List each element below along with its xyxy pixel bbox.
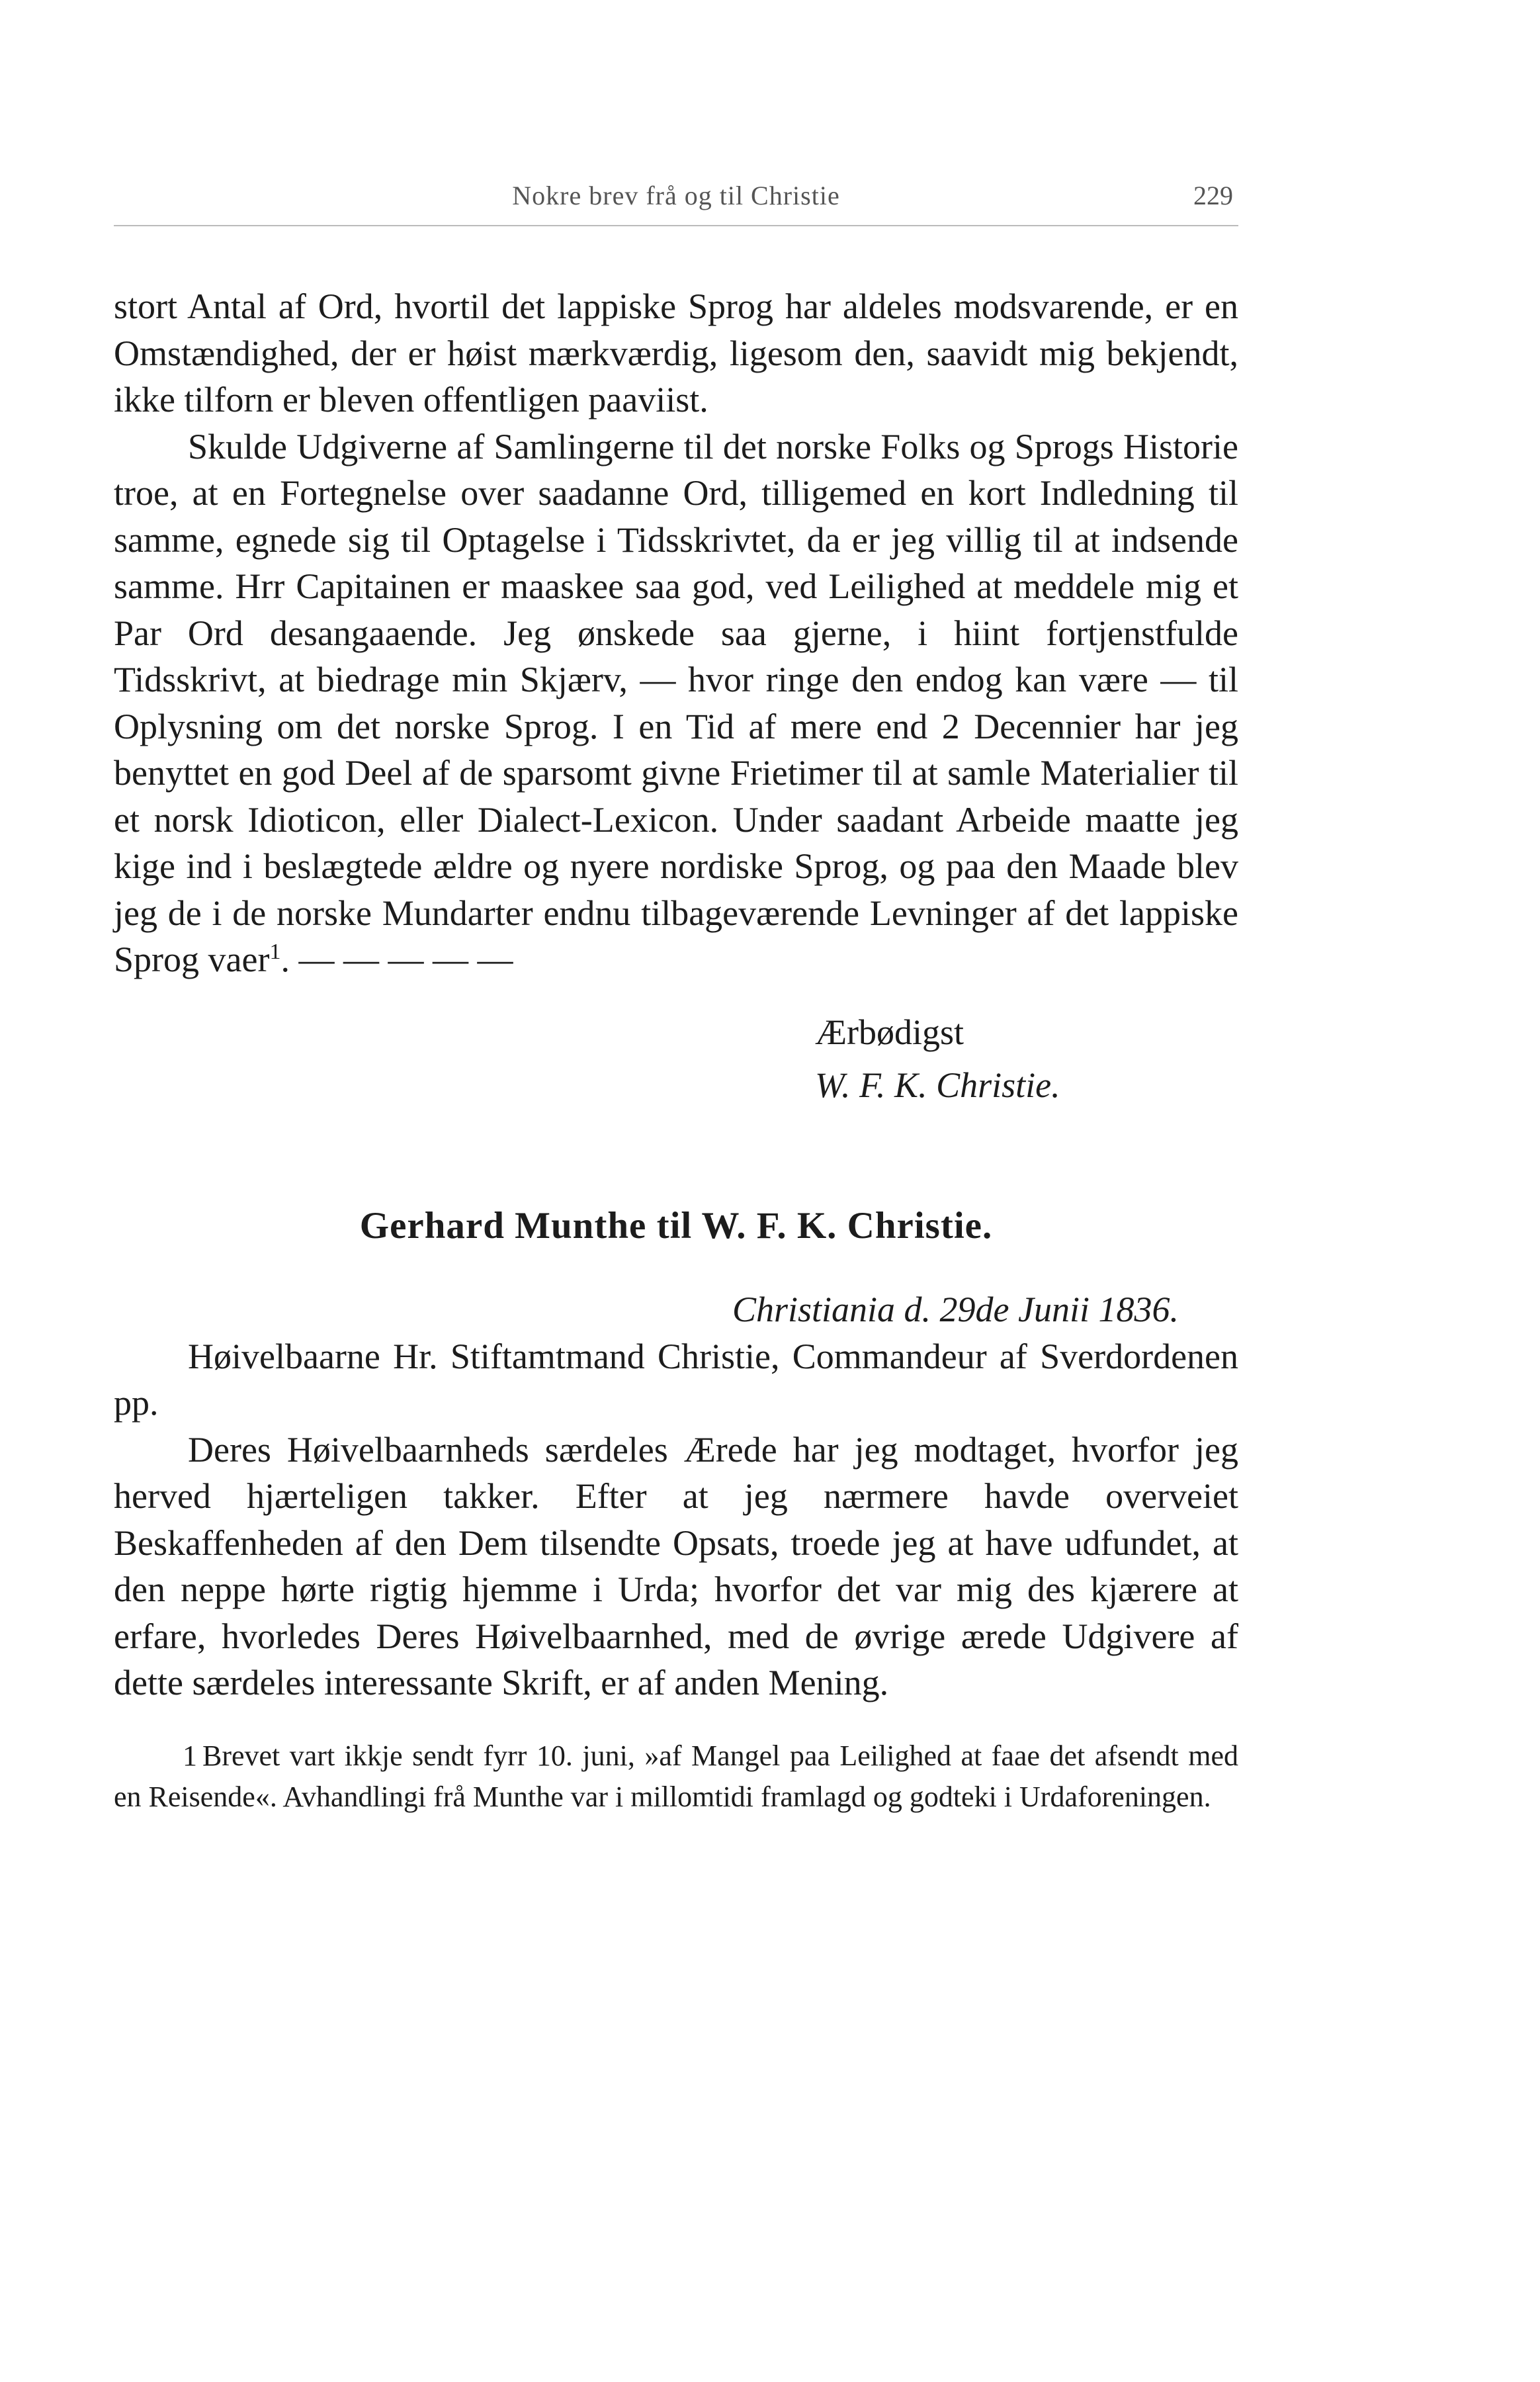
paragraph-dashes: . — — — — — [280, 940, 513, 979]
footnote [114, 1736, 1238, 1818]
page-number: 229 [1193, 181, 1233, 210]
footnote-reference: 1 [269, 940, 281, 964]
letter-heading: Gerhard Munthe til W. F. K. Christie. [359, 1204, 993, 1247]
paragraph-text: Skulde Udgiverne af Samlingerne til det norske Folks og Sprogs Historie troe, at en Fortegnelse over saadanne Ord, tilligemed en kort Indledning til samme, egnede sig til Optagelse i Tidsskrivtet, da er jeg villig til at indsende samme. Hrr Capitainen er maaskee saa god, ved Leilighed at meddele mig et Par Ord desangaaende. Jeg ønskede saa gjerne, i hiint fortjenstfulde Tidsskrivt, at biedrage min Skjærv, — hvor ringe den endog kan være — til Oplysning om det norske Sprog. I en Tid af mere end 2 Decennier har jeg benyttet en god Deel af de sparsomt givne Frietimer til at samle Materialier til et norsk Idioticon, eller Dialect-Lexicon. Under saadant Arbeide maatte jeg kige ind i beslægtede ældre og nyere nordiske Sprog, og paa den Maade blev jeg de i de norske Mundarter endnu tilbageværende Levninger af det lappiske Sprog vaer [114, 426, 1238, 979]
letter-body: Deres Høivelbaarnheds særdeles Ærede har jeg modtaget, hvorfor jeg herved hjærteligen takker. Efter at jeg nærmere havde overveiet Beskaffenheden af den Dem tilsendte Opsats, troede jeg at have udfundet, at den neppe hørte rigtig hjemme i Urda; hvorfor det var mig des kjærere at erfare, hvorledes Deres Høivelbaarnhed, med de øvrige ærede Udgivere af dette særdeles interessante Skrift, er af anden Mening. [114, 1429, 1238, 1702]
running-header [114, 172, 1238, 226]
paragraph [114, 423, 1238, 983]
running-title: Nokre brev frå og til Christie [512, 181, 840, 210]
salutation: Høivelbaarne Hr. Stiftamtmand Christie, Commandeur af Sverdordenen pp. [114, 1336, 1238, 1423]
dateline: Christiania d. 29de Junii 1836. [732, 1290, 1179, 1329]
document-page [114, 172, 1238, 1818]
paragraph-continuation: stort Antal af Ord, hvortil det lappiske Sprog har aldeles modsvarende, er en Omstændighed, der er høist mærkværdig, ligesom den, saavidt mig bekjendt, ikke tilforn er bleven offentligen paaviist. [114, 287, 1238, 419]
signature-name: W. F. K. Christie. [815, 1065, 1060, 1105]
footnote-text: Brevet vart ikkje sendt fyrr 10. juni, »af Mangel paa Leilighed at faae det afsendt med en Reisende«. Avhandlingi frå Munthe var i millomtidi framlagd og godteki i Urdaforeningen. [114, 1739, 1238, 1813]
footnote-marker: 1 [183, 1739, 197, 1772]
signature-closing: Ærbødigst [815, 1012, 964, 1052]
letter-text [114, 283, 1238, 1818]
